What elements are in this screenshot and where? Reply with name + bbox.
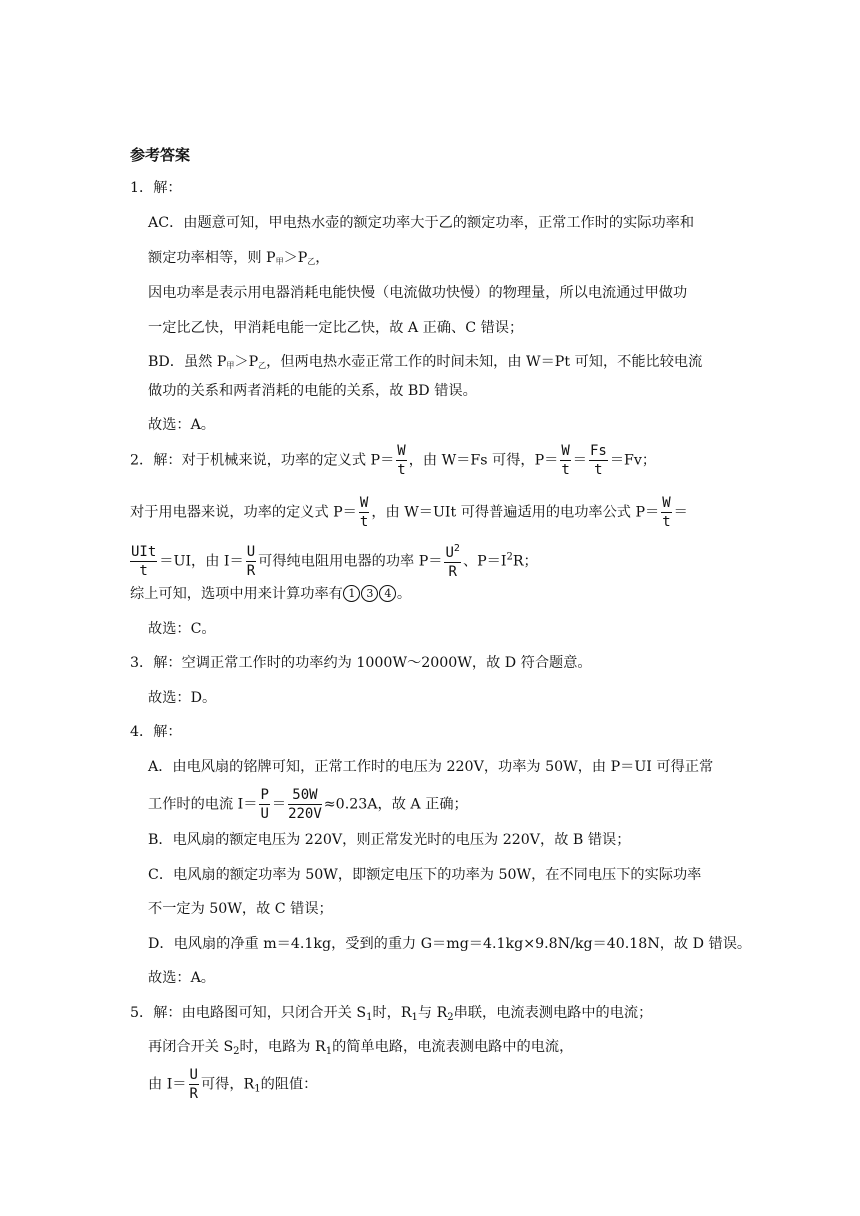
- fraction-uit-over-t: $\frac{\text{UIt}}{t}$: [131, 544, 157, 579]
- q2-line1: 2．解：对于机械来说，功率的定义式 P＝ $\frac{W}{t}$ ，由 W＝Fs 可得，P＝ $\frac{W}{t}$ ＝ $\frac{Fs}{t}$ ＝Fv；: [130, 443, 657, 478]
- fraction-w-over-t: $\frac{W}{t}$: [561, 443, 570, 478]
- fraction-p-over-u: $\frac{P}{U}$: [260, 787, 269, 822]
- q2-line2: 对于用电器来说，功率的定义式 P＝ $\frac{W}{t}$ ，由 W＝UIt 可得普遍适用的电功率公式 P＝ $\frac{W}{t}$ ＝: [130, 495, 688, 530]
- fraction-w-over-t: $\frac{W}{t}$: [397, 443, 406, 478]
- page-heading: 参考答案: [130, 146, 191, 164]
- circled-number-3: 3: [361, 585, 378, 602]
- subscript-jia: 甲: [226, 361, 235, 370]
- q4-head: 4．解：: [130, 724, 182, 740]
- fraction-u2-over-r: $\frac{U^2}{R}$: [445, 543, 460, 580]
- q3-answer: 故选：D。: [148, 690, 217, 706]
- q3-line1: 3．解：空调正常工作时的功率约为 1000W～2000W，故 D 符合题意。: [130, 655, 592, 671]
- q4-d-line: D．电风扇的净重 m＝4.1kg，受到的重力 G＝mg＝4.1kg×9.8N/kg＝40.18N，故 D 错误。: [148, 936, 752, 952]
- q4-a-line1: A．由电风扇的铭牌可知，正常工作时的电压为 220V，功率为 50W，由 P＝UI 可得正常: [148, 759, 714, 775]
- subscript-yi: 乙: [258, 361, 267, 370]
- q4-a-line2: 工作时的电流 I＝ $\frac{P}{U}$ ＝ $\frac{50W}{220V}$ ≈0.23A，故 A 正确；: [148, 787, 468, 822]
- q1-ac-line4: 一定比乙快，甲消耗电能一定比乙快，故 A 正确、C 错误；: [148, 320, 524, 336]
- q2-answer: 故选：C。: [148, 621, 216, 637]
- fraction-u-over-r: $\frac{U}{R}$: [246, 544, 256, 579]
- q4-c-line2: 不一定为 50W，故 C 错误；: [148, 901, 333, 917]
- circled-number-1: 1: [343, 585, 360, 602]
- q1-bd-line2: 做功的关系和两者消耗的电能的关系，故 BD 错误。: [148, 383, 477, 399]
- fraction-w-over-t: $\frac{W}{t}$: [359, 495, 369, 530]
- q4-c-line1: C．电风扇的额定功率为 50W，即额定电压下的功率为 50W，在不同电压下的实际功率: [148, 867, 702, 883]
- q1-head: 1．解：: [130, 180, 182, 196]
- circled-number-4: 4: [379, 585, 396, 602]
- fraction-50w-over-220v: $\frac{50W}{220V}$: [288, 787, 322, 822]
- fraction-fs-over-t: $\frac{Fs}{t}$: [589, 443, 607, 478]
- q4-b-line: B．电风扇的额定电压为 220V，则正常发光时的电压为 220V，故 B 错误；: [148, 832, 631, 848]
- subscript-jia: 甲: [275, 257, 284, 266]
- q5-line1: 5．解：由电路图可知，只闭合开关 $S_1$时，$R_1$与 $R_2$串联，电流表测电路中的电流；: [130, 1005, 653, 1023]
- q1-ac-line3: 因电功率是表示用电器消耗电能快慢（电流做功快慢）的物理量，所以电流通过甲做功: [148, 285, 688, 301]
- q1-bd-line1: BD．虽然 $P_甲>P_乙$，但两电热水壶正常工作的时间未知，由 W＝Pt 可知，不能比较电流: [148, 354, 703, 370]
- fraction-u-over-r: $\frac{U}{R}$: [189, 1067, 198, 1102]
- superscript-2: 2: [506, 551, 513, 563]
- q5-line2: 再闭合开关 $S_2$时，电路为 $R_1$的简单电路，电流表测电路中的电流，: [148, 1039, 574, 1057]
- q5-line3: 由 I＝ $\frac{U}{R}$ 可得，$R_1$的阻值：: [148, 1067, 318, 1102]
- q1-ac-line1: AC．由题意可知，甲电热水壶的额定功率大于乙的额定功率，正常工作时的实际功率和: [148, 215, 695, 231]
- fraction-w-over-t: $\frac{W}{t}$: [662, 495, 671, 530]
- q2-line4: 综上可知，选项中用来计算功率有 1 3 4 。: [130, 586, 412, 602]
- q2-line3: $\frac{\text{UIt}}{t}$ ＝UI，由 I＝ $\frac{U}{R}$ 可得纯电阻用电器的功率 P＝ $\frac{U^2}{R}$ 、$P=I^2R$；: [131, 543, 538, 580]
- q4-answer: 故选：A。: [148, 970, 215, 986]
- q1-ac-line2: 额定功率相等，则 $P_甲>P_乙$，: [148, 250, 330, 266]
- q1-answer: 故选：A。: [148, 417, 215, 433]
- subscript-yi: 乙: [307, 257, 316, 266]
